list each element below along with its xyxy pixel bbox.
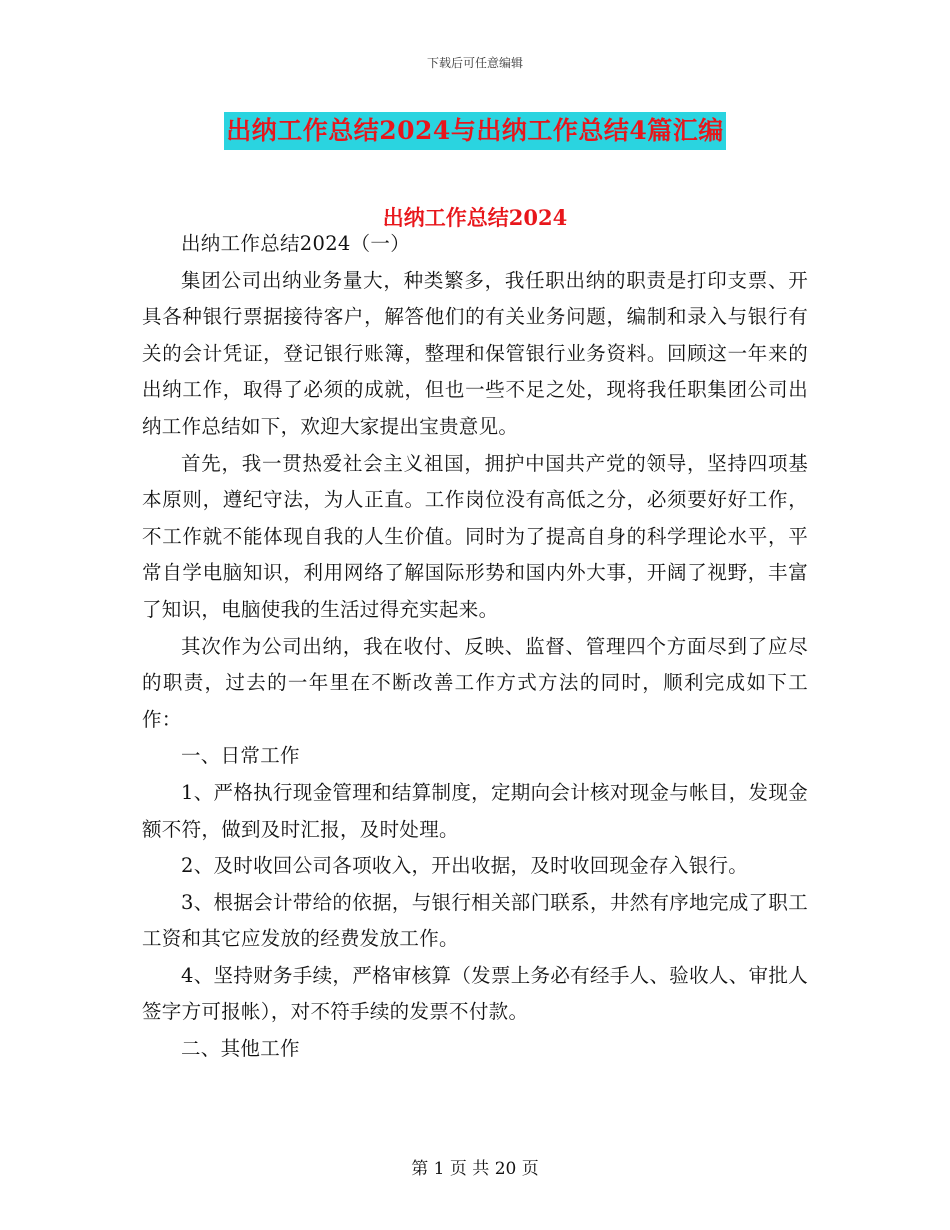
paragraph: 4、坚持财务手续，严格审核算（发票上务必有经手人、验收人、审批人签字方可报帐），对不符手续的发票不付款。 (142, 963, 808, 1024)
paragraph: 2、及时收回公司各项收入，开出收据，及时收回现金存入银行。 (181, 854, 749, 878)
paragraph: 一、日常工作 (181, 744, 300, 768)
header-note: 下载后可任意编辑 (426, 56, 523, 70)
document-title-text: 出纳工作总结2024与出纳工作总结4篇汇编 (224, 112, 725, 150)
paragraph: 集团公司出纳业务量大，种类繁多，我任职出纳的职责是打印支票、开具各种银行票据接待客户，解答他们的有关业务问题，编制和录入与银行有关的会计凭证，登记银行账簿，整理和保管银行业务资料。回顾这一年来的出纳工作，取得了必须的成就，但也一些不足之处，现将我任职集团公司出纳工作总结如下，欢迎大家提出宝贵意见。 (142, 268, 808, 438)
paragraph: 出纳工作总结2024（一） (181, 232, 411, 255)
page-footer: 第 1 页 共 20 页 (411, 1159, 539, 1179)
paragraph: 1、严格执行现金管理和结算制度，定期向会计核对现金与帐目，发现金额不符，做到及时汇报，及时处理。 (142, 780, 808, 841)
paragraph: 3、根据会计带给的依据，与银行相关部门联系，井然有序地完成了职工工资和其它应发放的经费发放工作。 (142, 890, 808, 951)
paragraph: 其次作为公司出纳，我在收付、反映、监督、管理四个方面尽到了应尽的职责，过去的一年里在不断改善工作方式方法的同时，顺利完成如下工作： (142, 634, 808, 731)
section-title: 出纳工作总结2024 (382, 205, 568, 230)
document-body (142, 226, 808, 1068)
paragraph: 首先，我一贯热爱社会主义祖国，拥护中国共产党的领导，坚持四项基本原则，遵纪守法，为人正直。工作岗位没有高低之分，必须要好好工作，不工作就不能体现自我的人生价值。同时为了提高自身的科学理论水平，平常自学电脑知识，利用网络了解国际形势和国内外大事，开阔了视野，丰富了知识，电脑使我的生活过得充实起来。 (142, 451, 808, 621)
paragraph: 二、其他工作 (181, 1037, 300, 1061)
document-title (0, 112, 950, 150)
